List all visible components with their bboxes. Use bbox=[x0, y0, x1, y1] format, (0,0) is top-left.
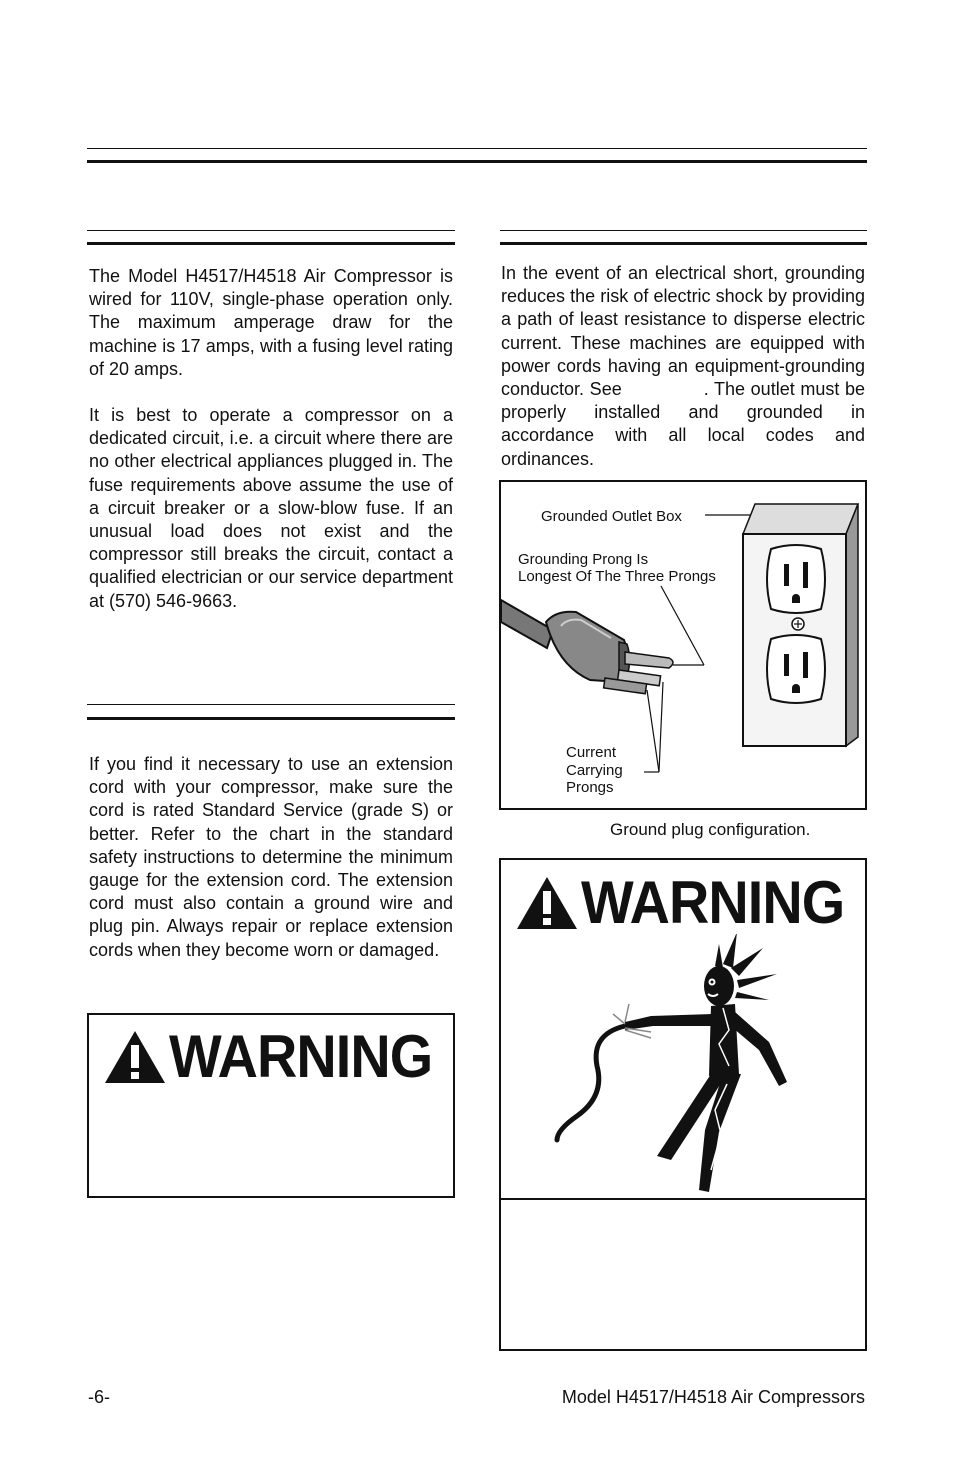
current-prongs-label-3: Prongs bbox=[566, 779, 614, 796]
footer-model: Model H4517/H4518 Air Compressors bbox=[561, 1387, 865, 1407]
right-section-rule-thin bbox=[500, 230, 867, 231]
dedicated-circuit-paragraph: It is best to operate a compressor on a dedicated circuit, i.e. a circuit where there are no other electrical appliances plugged in. The fuse requirements above assume the use of a circuit breaker or a slow-blow fuse. If an unusual load does not exist and the compressor still breaks the circuit, contact a qualified electrician or our service department at (570) 546-9663. bbox=[89, 405, 453, 611]
outlet-box-label: Grounded Outlet Box bbox=[541, 508, 682, 525]
current-prongs-label-2: Carrying bbox=[566, 762, 623, 779]
left-warning-header bbox=[103, 1023, 452, 1091]
ground-plug-illustration bbox=[501, 482, 865, 808]
grounding-prong-label-1: Grounding Prong Is bbox=[518, 551, 649, 568]
plug-icon bbox=[501, 600, 673, 694]
left-section-rule-thin bbox=[87, 230, 455, 231]
extension-cord-paragraph: If you find it necessary to use an extension cord with your compressor, make sure the cord is rated Standard Service (grade S) or better. Refer to the chart in the standard safety instructions to determine the minimum gauge for the extension cord. The extension cord must also contain a ground wire and plug pin. Always repair or replace extension cords when they become worn or damaged. bbox=[89, 754, 453, 960]
grounding-paragraph-start: In the event of an electrical short, grounding reduces the risk of electric shock by providing a path of least resistance to disperse electric current. These machines are equipped with power cords having an equipment-grounding conductor. See bbox=[501, 263, 865, 400]
figure-caption: Ground plug configuration. bbox=[610, 820, 811, 839]
grounding-prong-label-2: Longest Of The Three Prongs bbox=[518, 568, 716, 585]
page-number: -6- bbox=[88, 1387, 110, 1407]
header-rule-thick bbox=[87, 160, 867, 163]
circuit-requirements-paragraph: The Model H4517/H4518 Air Compressor is wired for 110V, single-phase operation only. The maximum amperage draw for the machine is 17 amps, with a fusing level rating of 20 amps. bbox=[89, 266, 453, 379]
grounding-paragraph bbox=[501, 262, 865, 471]
ground-plug-figure bbox=[499, 480, 867, 810]
electric-shock-icon bbox=[501, 934, 865, 1194]
right-warning-divider bbox=[501, 1198, 865, 1200]
current-prongs-label-1: Current bbox=[566, 744, 617, 761]
warning-triangle-icon bbox=[103, 1028, 167, 1086]
right-warning-title: WARNING bbox=[581, 869, 845, 936]
outlet-icon bbox=[743, 504, 858, 746]
extension-section-rule-thin bbox=[87, 704, 455, 705]
right-warning-box bbox=[499, 858, 867, 1351]
left-warning-title: WARNING bbox=[169, 1023, 433, 1090]
extension-section-rule-thick bbox=[87, 717, 455, 720]
header-rule-thin bbox=[87, 148, 867, 149]
right-section-rule-thick bbox=[500, 242, 867, 245]
right-warning-header bbox=[515, 868, 864, 938]
left-warning-box bbox=[87, 1013, 455, 1198]
left-section-rule-thick bbox=[87, 242, 455, 245]
grounding-paragraph-end: . The outlet must be properly installed and grounded in accordance with all local codes and ordinances. bbox=[501, 379, 865, 469]
warning-triangle-icon bbox=[515, 874, 579, 932]
